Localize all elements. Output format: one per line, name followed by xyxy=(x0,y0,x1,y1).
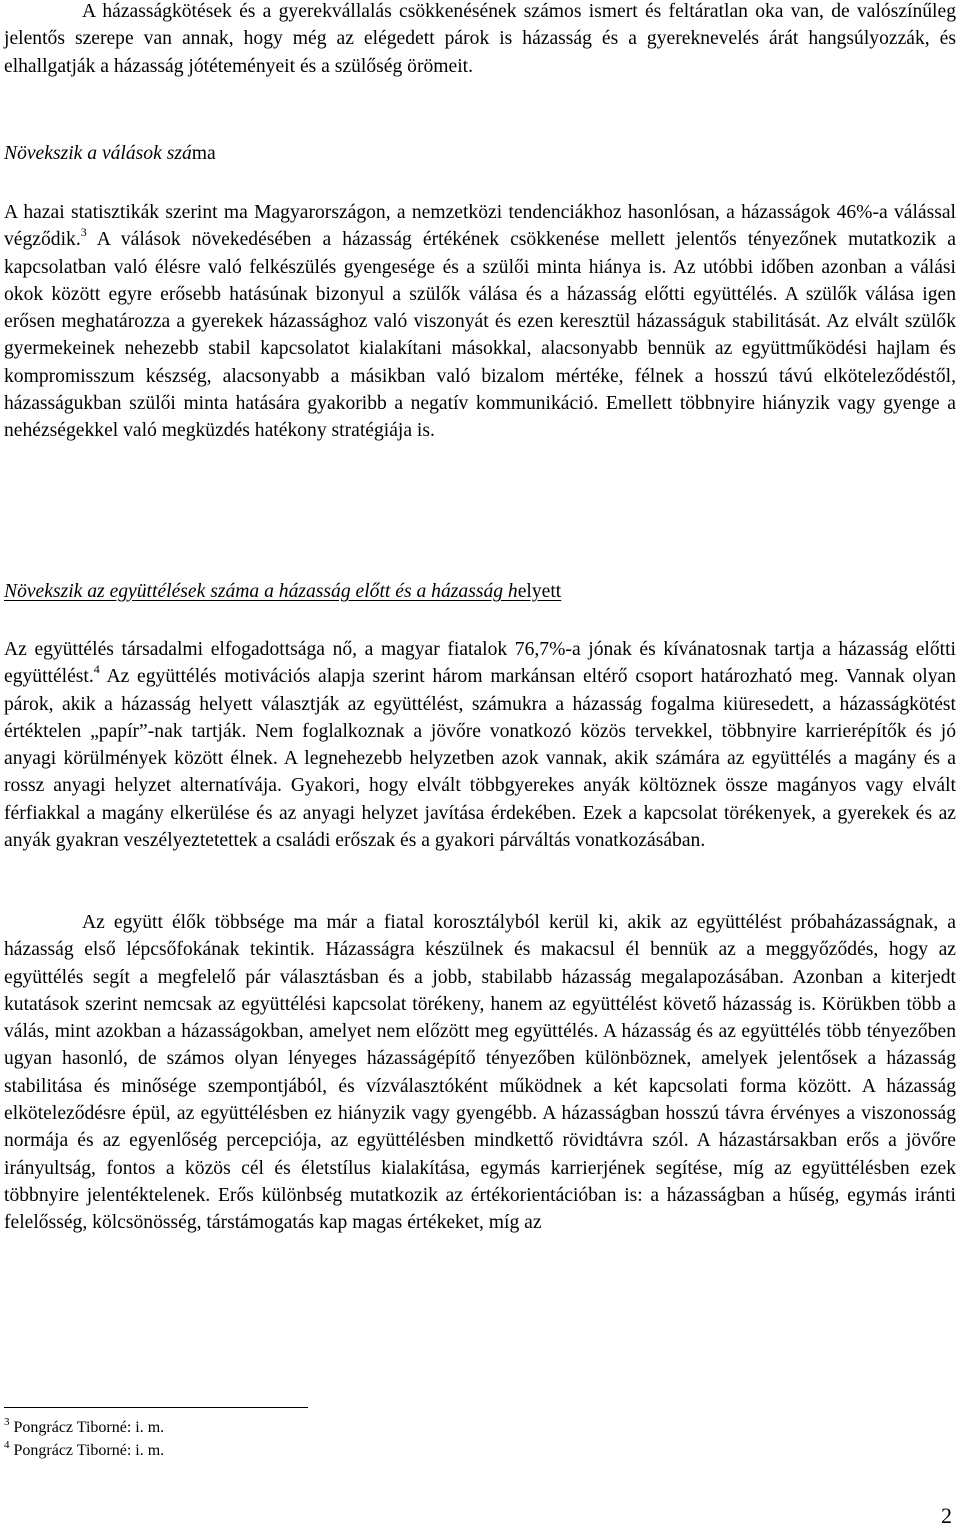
footnote-4-number: 4 xyxy=(4,1439,10,1451)
cohabitation-paragraph-1 xyxy=(4,636,956,854)
footnote-ref-3: 3 xyxy=(80,225,87,240)
cohabitation-paragraph-1-start: Az együttélés társadalmi elfogadottsága nő, a magyar fiatalok 76,7%-a jónak és kívánatosnak tartja a házasság előtti együttélést. xyxy=(4,639,956,688)
footnote-4 xyxy=(4,1439,164,1462)
section-heading-cohabitation xyxy=(4,578,561,605)
intro-paragraph: A házasságkötések és a gyerekvállalás csökkenésének számos ismert és feltáratlan oka van, de valószínűleg jelentős szerepe van annak, hogy még az elégedett párok is házasság és a gyereknevelés árát hangsúlyozzák, és elhallgatják a házasság jótéteményeit és a szülőség örömeit. xyxy=(4,1,956,77)
footnote-3-number: 3 xyxy=(4,1416,10,1428)
footnote-ref-4: 4 xyxy=(93,662,100,677)
cohabitation-paragraph-2: Az együtt élők többsége ma már a fiatal korosztályból kerül ki, akik az együttélést próbaházasságnak, a házasság első lépcsőfokának tekintik. Házasságra készülnek és makacsul él bennük az a meggyőződés, hogy az együttélés segít a megfelelő pár választásban és a jobb, stabilabb házasság megalapozásában. Azonban a kiterjedt kutatások szerint nemcsak az együttélési kapcsolat törékeny, hanem az együttélést követő házasság is. Körükben több a válás, mint azokban a házasságokban, amelyet nem előzött meg együttélés. A házasság és az együttélés több tényezőben ugyan hasonló, de számos olyan lényeges házasságépítő tényezőben különböznek, amelyek jelentősek a házasság stabilitása és minősége szempontjából, és vízválasztóként működnek a két kapcsolati forma között. A házasság elköteleződésre épül, az együttélésben ez hiányzik vagy gyengébb. A házasságban hosszú távra érvényes a viszonosság normája és az egyenlőség percepciója, az együttélésben mindkettő rövidtávra szól. A házastársakban erős a jövőre irányultság, fontos a közös cél és életstílus kialakítása, egymás karrierjének segítése, míg az együttélésben ezek többnyire jelentéktelenek. Erős különbség mutatkozik az értékorientációban is: a házasságban a hűség, egymás iránti felelősség, kölcsönösség, társtámogatás kap magas értékeket, míg az xyxy=(4,912,956,1234)
footnote-3 xyxy=(4,1416,164,1439)
section-heading-cohabitation-rest: elyett xyxy=(517,581,562,602)
divorces-paragraph-rest: A válások növekedésében a házasság értékének csökkenése mellett jelentős tényezőnek mutatkozik a kapcsolatban való élésre való felkészülés gyengesége és a szülői minta hiánya is. Az utóbbi időben azonban a válási okok között egyre erősebb hatásúnak bizonyul a szülők válása és a házasság előtti együttélés. A szülők válása igen erősen meghatározza a gyerekek házassághoz való viszonyát és ezen keresztül házasságuk stabilitását. Az elvált szülők gyermekeinek nehezebb stabil kapcsolatot kialakítani másokkal, alacsonyabb bennük az együttműködési hajlam és kompromisszum készség, alacsonyabb a másikban való bizalom mértéke, félnek a hosszú távú elköteleződéstől, házasságukban szülői minta hatására gyakoribb a negatív kommunikáció. Emellett többnyire hiányzik vagy gyenge a nehézségekkel való megküzdés hatékony stratégiája is. xyxy=(4,229,956,442)
section-heading-cohabitation-italic: Növekszik az együttélések száma a házasság előtt és a házasság h xyxy=(4,581,518,602)
divorces-paragraph-start: A hazai statisztikák szerint ma Magyarországon, a nemzetközi tendenciákhoz hasonlósan, a házasságok 46%-a válással végződik. xyxy=(4,202,956,251)
cohabitation-paragraph-1-rest: Az együttélés motivációs alapja szerint három markánsan eltérő csoport határozható meg. Vannak olyan párok, akik a házasság helyett választják az együttélést, számukra a házasság fogalma kiüresedett, a házasságkötést értéktelen „papír”-nak tartják. Nem foglalkoznak a jövőre vonatkozó közös tervekkel, többnyire karrierépítők és jó anyagi körülmények között élnek. A legnehezebb helyzetben azok vannak, akik számára az együttélés a magány és a rossz anyagi helyzet alternatívája. Gyakori, hogy elvált többgyerekes anyák költöznek össze magányos vagy elvált férfiakkal a magány elkerülése és az anyagi helyzet javítása érdekében. Ezek a kapcsolat törékenyek, a gyerekek és az anyák gyakran veszélyeztetettek a családi erőszak és a gyakori párváltás vonatkozásában. xyxy=(4,666,956,852)
section-heading-divorces-rest: ma xyxy=(191,143,216,164)
divorces-paragraph xyxy=(4,199,956,445)
footnotes xyxy=(4,1416,164,1462)
footnote-separator xyxy=(4,1407,308,1408)
section-heading-divorces xyxy=(4,140,216,167)
footnote-4-text: Pongrácz Tiborné: i. m. xyxy=(9,1442,165,1459)
footnote-3-text: Pongrácz Tiborné: i. m. xyxy=(9,1419,165,1436)
section-heading-divorces-italic: Növekszik a válások szá xyxy=(4,143,192,164)
page-number: 2 xyxy=(941,1503,952,1528)
